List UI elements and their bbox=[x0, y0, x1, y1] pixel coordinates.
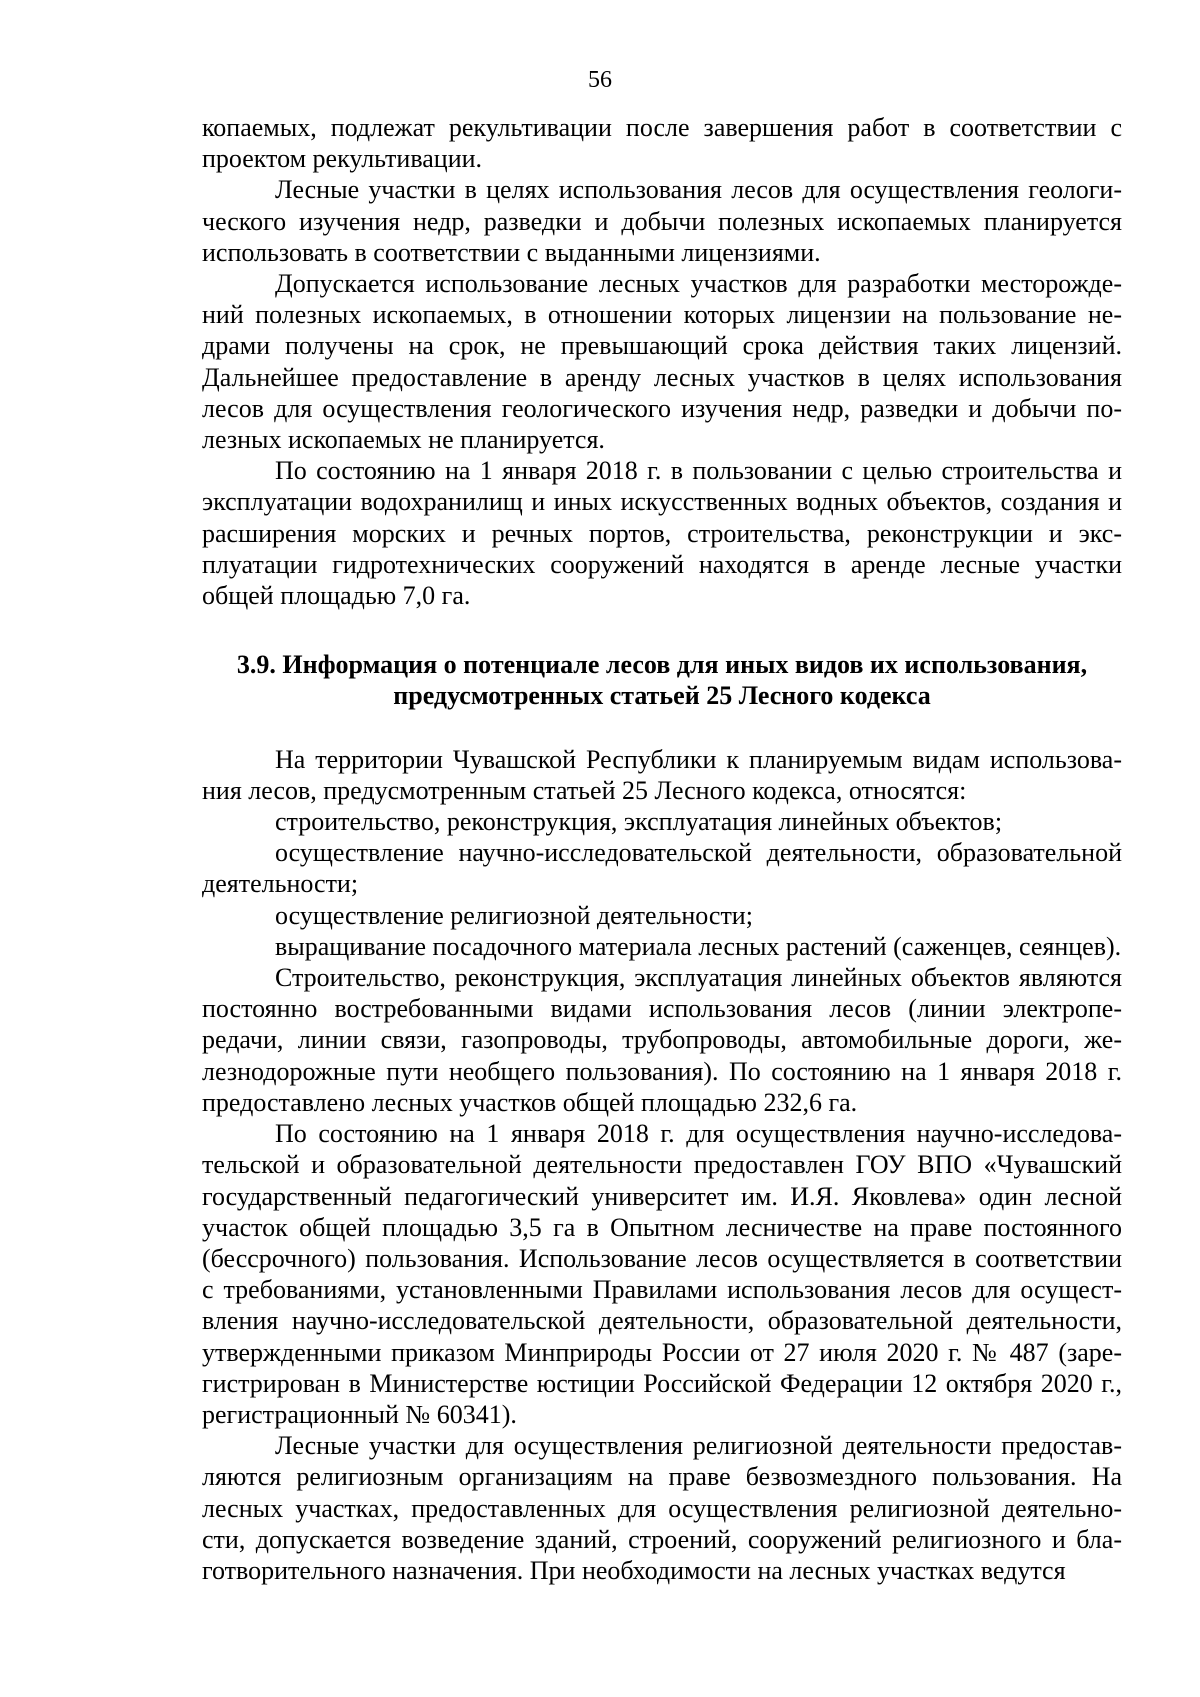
page-number: 56 bbox=[588, 67, 612, 93]
section-heading-3-9 bbox=[202, 649, 1122, 711]
paragraph-linear-objects: Строительство, реконструкция, эксплуатация линейных объектов являются постоянно востребованными видами использования лесов (линии электропередачи, линии связи, газопроводы, трубопроводы, автомобильные дороги, железнодорожные пути необщего пользования). По состоянию на 1 января 2018 г. предоставлено лесных участков общей площадью 232,6 га. bbox=[202, 963, 1122, 1117]
paragraph-planned-uses-intro: На территории Чувашской Республики к планируемым видам использования лесов, предусмотренным статьей 25 Лесного кодекса, относятся: bbox=[202, 744, 1122, 805]
paragraph-mineral-deposits: Допускается использование лесных участков для разработки месторождений полезных ископаемых, в отношении которых лицензии на пользование недрами получены на срок, не превышающий срока действия таких лицензий. Дальнейшее предоставление в аренду лесных участков в целях использования лесов для осуществления геологического изучения недр, разведки и добычи полезных ископаемых не планируется. bbox=[202, 269, 1122, 455]
list-item-research-education: осуществление научно-исследовательской деятельности, образовательной деятельности; bbox=[202, 838, 1122, 899]
paragraph-geological-use: Лесные участки в целях использования лесов для осуществления геологического изучения недр, разведки и добычи полезных ископаемых планируется использовать в соответствии с выданными лицензиями. bbox=[202, 175, 1122, 267]
paragraph-continuation: копаемых, подлежат рекультивации после завершения работ в соответствии с проектом рекультивации. bbox=[202, 113, 1122, 174]
document-body bbox=[202, 112, 1122, 1586]
list-item-religious: осуществление религиозной деятельности; bbox=[275, 900, 753, 930]
list-item-linear-objects: строительство, реконструкция, эксплуатация линейных объектов; bbox=[275, 807, 1003, 837]
paragraph-religious-activity: Лесные участки для осуществления религиозной деятельности предоставляются религиозным организациям на праве безвозмездного пользования. На лесных участках, предоставленных для осуществления религиозной деятельности, допускается возведение зданий, строений, сооружений религиозного и благотворительного назначения. При необходимости на лесных участках ведутся bbox=[202, 1431, 1122, 1585]
section-heading-line-1: 3.9. Информация о потенциале лесов для иных видов их использования, bbox=[236, 650, 1088, 680]
paragraph-water-objects: По состоянию на 1 января 2018 г. в пользовании с целью строительства и эксплуатации водохранилищ и иных искусственных водных объектов, создания и расширения морских и речных портов, строительства, реконструкции и эксплуатации гидротехнических сооружений находятся в аренде лесные участки общей площадью 7,0 га. bbox=[202, 456, 1122, 611]
paragraph-research-education: По состоянию на 1 января 2018 г. для осуществления научно-исследовательской и образовательной деятельности предоставлен ГОУ ВПО «Чувашский государственный педагогический университет им. И.Я. Яковлева» один лесной участок общей площадью 3,5 га в Опытном лесничестве на праве постоянного (бессрочного) пользования. Использование лесов осуществляется в соответствии с требованиями, установленными Правилами использования лесов для осуществления научно-исследовательской деятельности, образовательной деятельности, утвержденными приказом Минприроды России от 27 июля 2020 г. № 487 (зарегистрирован в Министерстве юстиции Российской Федерации 12 октября 2020 г., регистрационный № 60341). bbox=[202, 1119, 1122, 1429]
section-heading-line-2: предусмотренных статьей 25 Лесного кодекса bbox=[393, 681, 931, 711]
list-item-seedlings: выращивание посадочного материала лесных растений (саженцев, сеянцев). bbox=[275, 931, 1122, 961]
